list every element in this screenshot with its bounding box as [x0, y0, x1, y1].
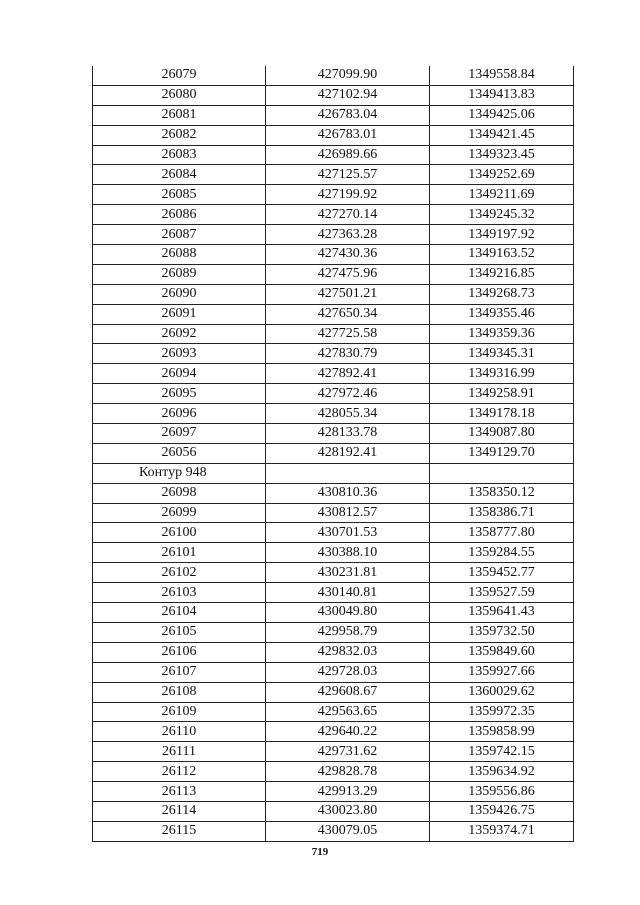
point-number-cell: 26086	[93, 205, 266, 225]
y-coordinate-cell: 1349252.69	[430, 165, 574, 185]
y-coordinate-cell: 1349178.18	[430, 404, 574, 424]
x-coordinate-cell: 427725.58	[266, 324, 430, 344]
x-coordinate-cell: 427892.41	[266, 364, 430, 384]
point-number-cell: 26096	[93, 404, 266, 424]
x-coordinate-cell: 430231.81	[266, 563, 430, 583]
point-number-cell: 26079	[93, 66, 266, 85]
table-row	[93, 245, 574, 265]
point-number-cell: 26080	[93, 85, 266, 105]
y-coordinate-cell: 1359972.35	[430, 702, 574, 722]
y-coordinate-cell: 1349425.06	[430, 105, 574, 125]
table-row	[93, 424, 574, 444]
table-row	[93, 443, 574, 463]
contour-label: Контур 948	[93, 463, 266, 483]
y-coordinate-cell: 1349316.99	[430, 364, 574, 384]
x-coordinate-cell: 430049.80	[266, 603, 430, 623]
point-number-cell: 26100	[93, 523, 266, 543]
table-row	[93, 205, 574, 225]
y-coordinate-cell: 1349323.45	[430, 145, 574, 165]
x-coordinate-cell: 427270.14	[266, 205, 430, 225]
coordinates-table-body	[93, 66, 574, 841]
table-row	[93, 762, 574, 782]
point-number-cell: 26095	[93, 384, 266, 404]
x-coordinate-cell: 427501.21	[266, 284, 430, 304]
table-row	[93, 364, 574, 384]
point-number-cell: 26101	[93, 543, 266, 563]
x-coordinate-cell: 429728.03	[266, 662, 430, 682]
x-coordinate-cell: 427363.28	[266, 225, 430, 245]
table-row	[93, 66, 574, 85]
point-number-cell: 26113	[93, 782, 266, 802]
point-number-cell: 26085	[93, 185, 266, 205]
contour-header-row	[93, 463, 574, 483]
x-coordinate-cell: 429913.29	[266, 782, 430, 802]
x-coordinate-cell: 429563.65	[266, 702, 430, 722]
point-number-cell: 26115	[93, 821, 266, 841]
x-coordinate-cell: 430812.57	[266, 503, 430, 523]
x-coordinate-cell: 429608.67	[266, 682, 430, 702]
y-coordinate-cell: 1359634.92	[430, 762, 574, 782]
y-coordinate-cell: 1359858.99	[430, 722, 574, 742]
point-number-cell: 26097	[93, 424, 266, 444]
table-row	[93, 742, 574, 762]
x-coordinate-cell: 429828.78	[266, 762, 430, 782]
y-coordinate-cell: 1349197.92	[430, 225, 574, 245]
point-number-cell: 26103	[93, 583, 266, 603]
table-row	[93, 563, 574, 583]
y-coordinate-cell: 1349129.70	[430, 443, 574, 463]
x-coordinate-cell: 426783.01	[266, 125, 430, 145]
point-number-cell: 26082	[93, 125, 266, 145]
point-number-cell: 26088	[93, 245, 266, 265]
x-coordinate-cell: 427102.94	[266, 85, 430, 105]
table-row	[93, 722, 574, 742]
table-row	[93, 344, 574, 364]
y-coordinate-cell: 1359374.71	[430, 821, 574, 841]
point-number-cell: 26105	[93, 622, 266, 642]
point-number-cell: 26087	[93, 225, 266, 245]
point-number-cell: 26094	[93, 364, 266, 384]
point-number-cell: 26104	[93, 603, 266, 623]
point-number-cell: 26112	[93, 762, 266, 782]
y-coordinate-cell: 1349087.80	[430, 424, 574, 444]
y-coordinate-cell: 1360029.62	[430, 682, 574, 702]
x-coordinate-cell: 428055.34	[266, 404, 430, 424]
point-number-cell: 26102	[93, 563, 266, 583]
table-row	[93, 324, 574, 344]
empty-cell	[430, 463, 574, 483]
point-number-cell: 26091	[93, 304, 266, 324]
table-row	[93, 682, 574, 702]
x-coordinate-cell: 430140.81	[266, 583, 430, 603]
x-coordinate-cell: 427650.34	[266, 304, 430, 324]
y-coordinate-cell: 1359426.75	[430, 801, 574, 821]
table-row	[93, 384, 574, 404]
point-number-cell: 26106	[93, 642, 266, 662]
x-coordinate-cell: 430810.36	[266, 483, 430, 503]
y-coordinate-cell: 1349245.32	[430, 205, 574, 225]
table-row	[93, 503, 574, 523]
y-coordinate-cell: 1349345.31	[430, 344, 574, 364]
x-coordinate-cell: 428133.78	[266, 424, 430, 444]
y-coordinate-cell: 1359849.60	[430, 642, 574, 662]
page-number: 719	[311, 846, 329, 858]
point-number-cell: 26090	[93, 284, 266, 304]
table-row	[93, 125, 574, 145]
x-coordinate-cell: 429640.22	[266, 722, 430, 742]
x-coordinate-cell: 430023.80	[266, 801, 430, 821]
y-coordinate-cell: 1359284.55	[430, 543, 574, 563]
table-row	[93, 483, 574, 503]
y-coordinate-cell: 1349163.52	[430, 245, 574, 265]
y-coordinate-cell: 1349359.36	[430, 324, 574, 344]
y-coordinate-cell: 1349216.85	[430, 264, 574, 284]
coordinates-table-container	[92, 66, 573, 842]
table-row	[93, 85, 574, 105]
y-coordinate-cell: 1349258.91	[430, 384, 574, 404]
coordinates-table	[92, 66, 574, 842]
x-coordinate-cell: 427475.96	[266, 264, 430, 284]
point-number-cell: 26109	[93, 702, 266, 722]
table-row	[93, 642, 574, 662]
x-coordinate-cell: 429958.79	[266, 622, 430, 642]
x-coordinate-cell: 427430.36	[266, 245, 430, 265]
x-coordinate-cell: 430388.10	[266, 543, 430, 563]
table-row	[93, 603, 574, 623]
point-number-cell: 26093	[93, 344, 266, 364]
point-number-cell: 26089	[93, 264, 266, 284]
x-coordinate-cell: 428192.41	[266, 443, 430, 463]
table-row	[93, 264, 574, 284]
y-coordinate-cell: 1358350.12	[430, 483, 574, 503]
table-row	[93, 801, 574, 821]
x-coordinate-cell: 430079.05	[266, 821, 430, 841]
x-coordinate-cell: 427972.46	[266, 384, 430, 404]
table-row	[93, 523, 574, 543]
table-row	[93, 821, 574, 841]
x-coordinate-cell: 426783.04	[266, 105, 430, 125]
point-number-cell: 26114	[93, 801, 266, 821]
y-coordinate-cell: 1349413.83	[430, 85, 574, 105]
x-coordinate-cell: 427099.90	[266, 66, 430, 85]
x-coordinate-cell: 429832.03	[266, 642, 430, 662]
point-number-cell: 26108	[93, 682, 266, 702]
table-row	[93, 145, 574, 165]
point-number-cell: 26083	[93, 145, 266, 165]
x-coordinate-cell: 427199.92	[266, 185, 430, 205]
table-row	[93, 543, 574, 563]
table-row	[93, 622, 574, 642]
point-number-cell: 26110	[93, 722, 266, 742]
table-row	[93, 662, 574, 682]
point-number-cell: 26107	[93, 662, 266, 682]
table-row	[93, 284, 574, 304]
empty-cell	[266, 463, 430, 483]
table-row	[93, 782, 574, 802]
y-coordinate-cell: 1349558.84	[430, 66, 574, 85]
y-coordinate-cell: 1359742.15	[430, 742, 574, 762]
point-number-cell: 26099	[93, 503, 266, 523]
x-coordinate-cell: 429731.62	[266, 742, 430, 762]
y-coordinate-cell: 1349421.45	[430, 125, 574, 145]
point-number-cell: 26098	[93, 483, 266, 503]
y-coordinate-cell: 1359732.50	[430, 622, 574, 642]
point-number-cell: 26092	[93, 324, 266, 344]
y-coordinate-cell: 1349268.73	[430, 284, 574, 304]
y-coordinate-cell: 1359452.77	[430, 563, 574, 583]
x-coordinate-cell: 426989.66	[266, 145, 430, 165]
y-coordinate-cell: 1358777.80	[430, 523, 574, 543]
x-coordinate-cell: 427125.57	[266, 165, 430, 185]
table-row	[93, 404, 574, 424]
point-number-cell: 26111	[93, 742, 266, 762]
point-number-cell: 26056	[93, 443, 266, 463]
table-row	[93, 185, 574, 205]
y-coordinate-cell: 1359527.59	[430, 583, 574, 603]
table-row	[93, 702, 574, 722]
x-coordinate-cell: 430701.53	[266, 523, 430, 543]
y-coordinate-cell: 1359641.43	[430, 603, 574, 623]
point-number-cell: 26081	[93, 105, 266, 125]
table-row	[93, 304, 574, 324]
y-coordinate-cell: 1349355.46	[430, 304, 574, 324]
table-row	[93, 225, 574, 245]
y-coordinate-cell: 1359556.86	[430, 782, 574, 802]
y-coordinate-cell: 1359927.66	[430, 662, 574, 682]
x-coordinate-cell: 427830.79	[266, 344, 430, 364]
table-row	[93, 105, 574, 125]
table-row	[93, 165, 574, 185]
table-row	[93, 583, 574, 603]
y-coordinate-cell: 1349211.69	[430, 185, 574, 205]
y-coordinate-cell: 1358386.71	[430, 503, 574, 523]
point-number-cell: 26084	[93, 165, 266, 185]
